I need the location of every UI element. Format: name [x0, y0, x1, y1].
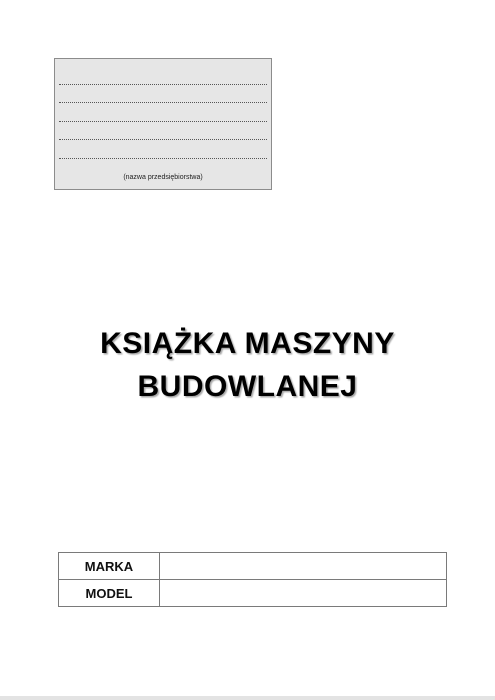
document-title — [0, 322, 495, 408]
model-label: MODEL — [59, 580, 160, 607]
machine-info-table — [58, 552, 447, 607]
company-name-box — [54, 58, 272, 190]
table-row-model — [59, 580, 447, 607]
company-name-line-4 — [59, 139, 267, 140]
company-name-line-1 — [59, 84, 267, 85]
company-name-line-5 — [59, 158, 267, 159]
marka-value-field[interactable] — [160, 553, 447, 580]
company-name-line-3 — [59, 121, 267, 122]
marka-label: MARKA — [59, 553, 160, 580]
company-name-line-2 — [59, 102, 267, 103]
page-bottom-edge — [0, 696, 495, 700]
company-name-caption: (nazwa przedsiębiorstwa) — [123, 174, 203, 181]
document-title-line-2: BUDOWLANEJ — [137, 370, 358, 403]
document-title-line-1: KSIĄŻKA MASZYNY — [100, 327, 395, 360]
table-row-marka — [59, 553, 447, 580]
model-value-field[interactable] — [160, 580, 447, 607]
